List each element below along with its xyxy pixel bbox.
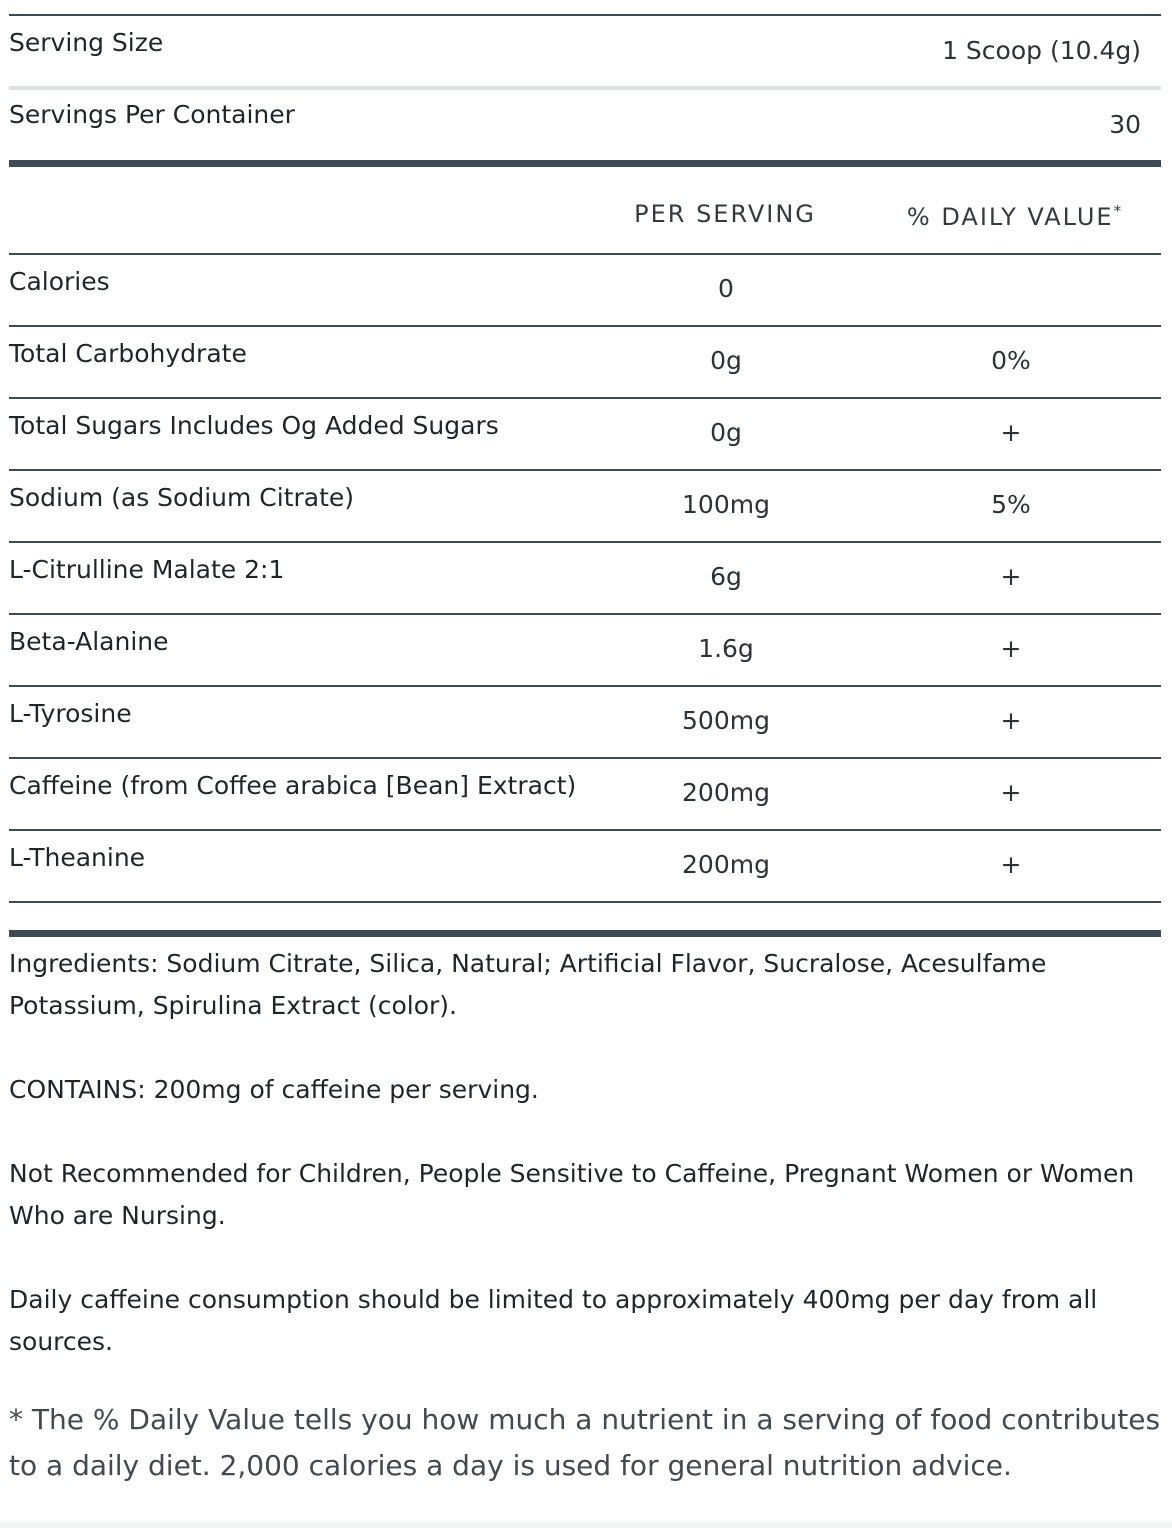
nutrient-per-serving: 6g [710,562,742,591]
bottom-edge [0,1522,1172,1528]
nutrition-facts-panel [9,0,1161,937]
header-per-serving: PER SERVING [634,200,816,228]
nutrient-name: Calories [9,267,110,296]
header-daily-value [883,202,1145,231]
table-row [9,327,1161,397]
table-header [9,167,1161,253]
nutrient-name: L-Citrulline Malate 2:1 [9,555,285,584]
nutrient-name: Total Sugars Includes Og Added Sugars [9,411,499,440]
nutrient-daily-value: 0% [991,346,1031,375]
table-row [9,471,1161,541]
nutrient-daily-value: + [1000,706,1022,735]
daily-value-footnote: * The % Daily Value tells you how much a nutrient in a serving of food contributes to a daily diet. 2,000 calories a day is used for general nutrition advice. [9,1403,1161,1482]
nutrient-per-serving: 0 [718,274,734,303]
nutrient-per-serving: 200mg [682,850,770,879]
nutrient-name: L-Theanine [9,843,146,872]
servings-per-container-label: Servings Per Container [9,100,295,129]
nutrient-name: L-Tyrosine [9,699,132,728]
nutrient-daily-value: + [1000,778,1022,807]
nutrient-daily-value: + [1000,850,1022,879]
nutrient-per-serving: 200mg [682,778,770,807]
table-row [9,399,1161,469]
nutrient-name: Total Carbohydrate [9,339,247,368]
table-row [9,615,1161,685]
thick-divider-top [9,160,1161,167]
nutrient-name: Beta-Alanine [9,627,169,656]
nutrient-name: Caffeine (from Coffee arabica [Bean] Extract) [9,771,577,800]
table-row [9,759,1161,829]
nutrient-daily-value: + [1000,562,1022,591]
nutrient-per-serving: 0g [710,346,742,375]
nutrient-per-serving: 1.6g [698,634,754,663]
caffeine-limit-text: Daily caffeine consumption should be limited to approximately 400mg per day from all sources. [9,1285,1098,1356]
table-row [9,255,1161,325]
warning-text: Not Recommended for Children, People Sensitive to Caffeine, Pregnant Women or Women Who are Nursing. [9,1159,1135,1230]
table-row [9,543,1161,613]
nutrient-per-serving: 100mg [682,490,770,519]
nutrient-daily-value: + [1000,634,1022,663]
nutrient-daily-value: 5% [991,490,1031,519]
servings-per-container-value: 30 [1109,110,1141,139]
thick-divider-bottom [9,930,1161,937]
serving-size-row [9,16,1161,86]
nutrient-per-serving: 500mg [682,706,770,735]
header-daily-value-text: % DAILY VALUE [906,203,1114,231]
servings-per-container-row [9,90,1161,160]
ingredients-text: Ingredients: Sodium Citrate, Silica, Natural; Artificial Flavor, Sucralose, Acesulfame Potassium, Spirulina Extract (color). [9,949,1047,1020]
contains-text: CONTAINS: 200mg of caffeine per serving. [9,1075,539,1104]
nutrient-daily-value: + [1000,418,1022,447]
nutrient-per-serving: 0g [710,418,742,447]
serving-size-value: 1 Scoop (10.4g) [942,36,1141,65]
header-daily-value-mark: * [1113,202,1122,220]
serving-size-label: Serving Size [9,28,164,57]
table-row [9,687,1161,757]
nutrient-name: Sodium (as Sodium Citrate) [9,483,355,512]
table-row [9,831,1161,901]
